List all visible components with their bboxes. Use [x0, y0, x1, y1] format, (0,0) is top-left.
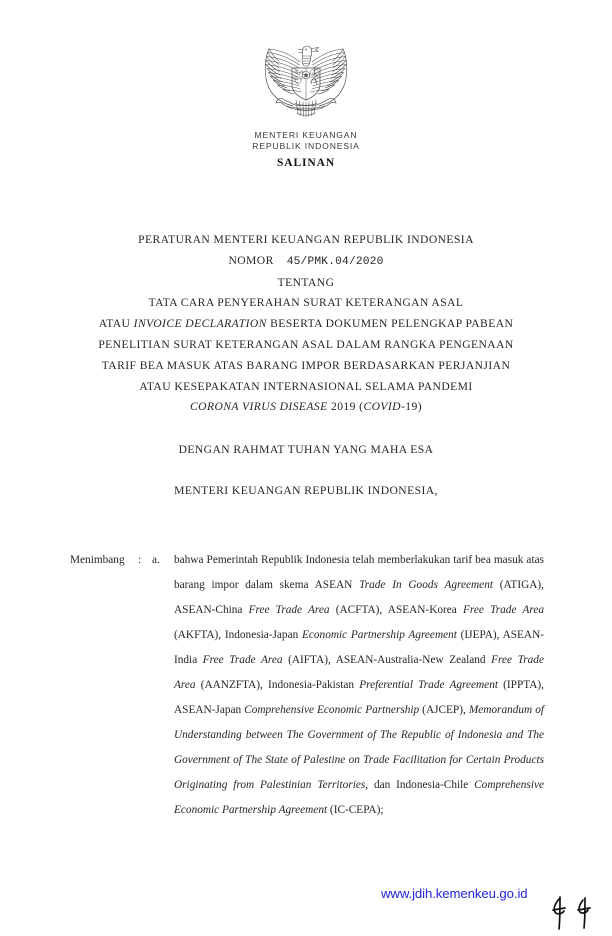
text-run-italic: Comprehensive Economic Partnership [244, 704, 420, 716]
text-run: (AKFTA), Indonesia-Japan [174, 629, 302, 641]
garuda-pancasila-emblem [252, 44, 360, 122]
title-line-tentang: TENTANG [277, 275, 335, 289]
heading-dengan-rahmat: DENGAN RAHMAT TUHAN YANG MAHA ESA [178, 443, 434, 456]
subject-2-prefix: ATAU [98, 317, 134, 331]
copy-stamp-salinan: SALINAN [276, 157, 336, 169]
jdih-website-url[interactable]: www.jdih.kemenkeu.go.id [381, 886, 528, 901]
handwritten-ink-mark [548, 896, 604, 936]
considering-row [70, 548, 544, 823]
text-run: (IPPTA), ASEAN-Japan [174, 679, 544, 716]
subject-6-covid-italic-2: COVID [363, 400, 401, 414]
title-subject-line-3: PENELITIAN SURAT KETERANGAN ASAL DALAM RANGKA PENGENAAN [98, 337, 514, 351]
subject-6-roman-1: 2019 ( [327, 400, 364, 414]
considering-colon: : [138, 554, 142, 566]
text-run-italic: Comprehensive Economic Partnership Agreement [174, 779, 544, 816]
text-run: (ATIGA), ASEAN-China [174, 579, 544, 616]
regulation-title-block [36, 230, 576, 418]
text-run-italic: Economic Partnership Agreement [301, 629, 457, 641]
text-run: (AIFTA), ASEAN-Australia-New Zealand [282, 654, 492, 666]
title-line-regulation: PERATURAN MENTERI KEUANGAN REPUBLIK INDONESIA [138, 233, 474, 246]
text-run-italic: Free Trade Area [248, 604, 330, 616]
title-subject-line-2 [36, 314, 576, 335]
title-line-number [36, 251, 576, 273]
text-run: bahwa Pemerintah Republik Indonesia telah memberlakukan tarif bea masuk atas barang impor dalam skema ASEAN [174, 554, 544, 591]
emblem-container [0, 44, 612, 127]
title-subject-line-4: TARIF BEA MASUK ATAS BARANG IMPOR BERDASARKAN PERJANJIAN [101, 358, 511, 372]
title-subject-line-6 [36, 397, 576, 418]
text-run-italic: Free Trade Area [202, 654, 283, 666]
text-run-italic: Memorandum of Understanding between The Government of The Republic of Indonesia and The Government of The State of Palestine on Trade Facilitation for Certain Products Originating from Palestinian Territories [174, 704, 544, 791]
ministry-name-line-2: REPUBLIK INDONESIA [252, 141, 360, 151]
title-subject-line-5: ATAU KESEPAKATAN INTERNASIONAL SELAMA PANDEMI [139, 379, 473, 393]
subject-2-italic: INVOICE DECLARATION [133, 317, 267, 331]
title-subject-line-1: TATA CARA PENYERAHAN SURAT KETERANGAN ASAL [148, 296, 464, 310]
subject-6-roman-2: -19) [400, 400, 422, 414]
considering-label: Menimbang [70, 554, 125, 566]
nomor-label: NOMOR [228, 253, 274, 267]
text-run-italic: Trade In Goods Agreement [359, 579, 493, 591]
subject-6-covid-italic-1: CORONA VIRUS DISEASE [190, 400, 328, 414]
text-run: (IC-CEPA); [327, 804, 384, 816]
text-run: (AANZFTA), Indonesia-Pakistan [195, 679, 360, 691]
heading-menteri-keuangan: MENTERI KEUANGAN REPUBLIK INDONESIA, [174, 484, 438, 497]
considering-item-letter: a. [152, 554, 160, 566]
nomor-value: 45/PMK.04/2020 [286, 255, 384, 268]
considering-section [70, 548, 544, 823]
text-run-italic: Free Trade Area [174, 654, 544, 691]
subject-2-suffix: BESERTA DOKUMEN PELENGKAP PABEAN [266, 317, 514, 331]
text-run-italic: Preferential Trade Agreement [359, 679, 498, 691]
ministry-name-line-1: MENTERI KEUANGAN [254, 130, 358, 140]
text-run: (ACFTA), ASEAN-Korea [329, 604, 464, 616]
text-run: (AJCEP), [419, 704, 469, 716]
considering-paragraph [174, 548, 544, 823]
text-run: (IJEPA), ASEAN-India [174, 629, 545, 666]
text-run-italic: Free Trade Area [463, 604, 544, 616]
text-run: , dan Indonesia-Chile [365, 779, 475, 791]
